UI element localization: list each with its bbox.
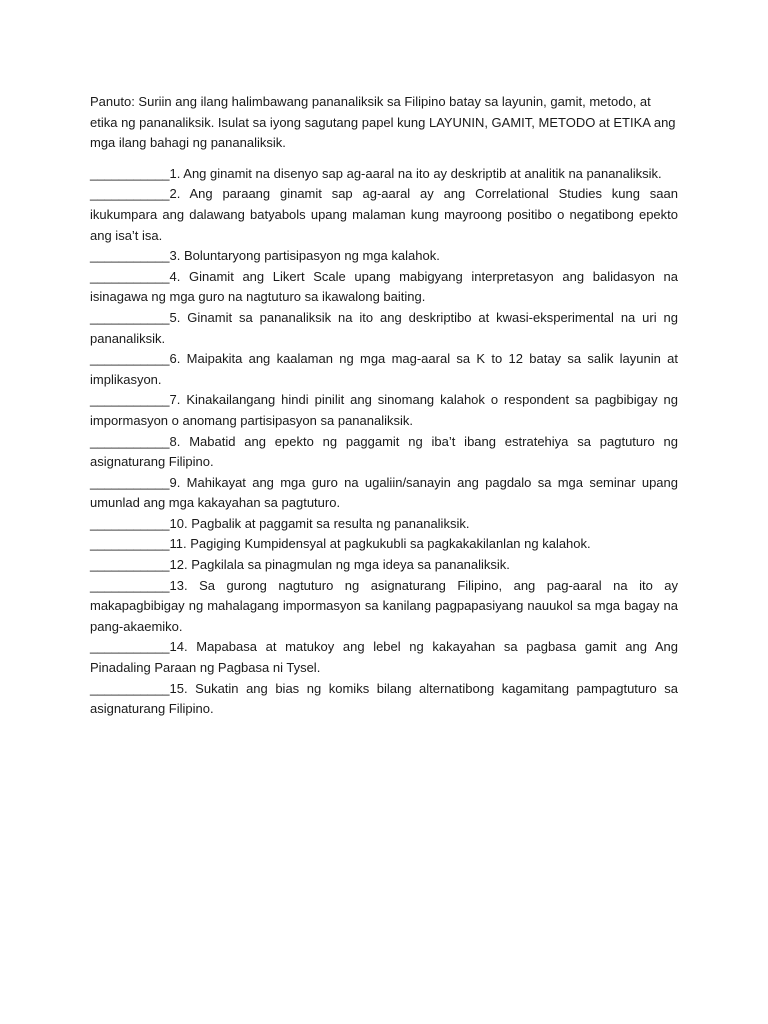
answer-blank: ___________ (90, 536, 170, 552)
question-text: Sa gurong nagtuturo ng asignaturang Filipino, ang pag-aaral na ito ay makapagbibigay ng mahalagang impormasyon sa kanilang pagpapasiyang nauukol sa mga bagay na pang-akaemiko. (90, 577, 678, 634)
answer-blank: ___________ (90, 165, 170, 181)
document-page (90, 92, 678, 720)
question-text: Pagbalik at paggamit sa resulta ng pananaliksik. (187, 515, 470, 531)
question-item (90, 679, 678, 720)
question-item (90, 514, 678, 535)
question-number: 9. (169, 474, 181, 490)
question-item (90, 184, 678, 246)
question-item (90, 246, 678, 267)
question-text: Ang paraang ginamit sap ag-aaral ay ang Correlational Studies kung saan ikukumpara ang dalawang batyabols upang malaman kung mayroong positibo o negatibong epekto ang isa’t isa. (90, 186, 678, 243)
question-number: 3. (169, 248, 181, 264)
question-number: 12. (169, 557, 188, 573)
question-number: 2. (169, 186, 181, 202)
question-number: 6. (169, 351, 181, 367)
answer-blank: ___________ (90, 186, 170, 202)
question-text: Pagkilala sa pinagmulan ng mga ideya sa pananaliksik. (187, 557, 510, 573)
answer-blank: ___________ (90, 433, 170, 449)
question-number: 15. (169, 680, 188, 696)
question-text: Mapabasa at matukoy ang lebel ng kakayahan sa pagbasa gamit ang Ang Pinadaling Paraan ng Pagbasa ni Tysel. (90, 639, 678, 676)
question-item (90, 555, 678, 576)
question-item (90, 473, 678, 514)
question-item (90, 267, 678, 308)
question-number: 5. (169, 309, 181, 325)
question-list (90, 164, 678, 720)
question-text: Mahikayat ang mga guro na ugaliin/sanayin ang pagdalo sa mga seminar upang umunlad ang mga kakayahan sa pagtuturo. (90, 474, 678, 511)
instructions-paragraph: Panuto: Suriin ang ilang halimbawang pananaliksik sa Filipino batay sa layunin, gamit, metodo, at etika ng pananaliksik. Isulat sa iyong sagutang papel kung LAYUNIN, GAMIT, METODO at ETIKA ang mga ilang bahagi ng pananaliksik. (90, 94, 676, 151)
answer-blank: ___________ (90, 248, 170, 264)
question-number: 10. (169, 515, 188, 531)
answer-blank: ___________ (90, 680, 170, 696)
question-item (90, 576, 678, 638)
question-item (90, 637, 678, 678)
question-text: Maipakita ang kaalaman ng mga mag-aaral sa K to 12 batay sa salik layunin at implikasyon. (90, 351, 678, 387)
answer-blank: ___________ (90, 309, 170, 325)
question-number: 4. (169, 268, 181, 284)
question-item (90, 308, 678, 349)
question-text: Sukatin ang bias ng komiks bilang alternatibong kagamitang pampagtuturo sa asignaturang Filipino. (90, 680, 678, 717)
question-number: 13. (169, 577, 188, 593)
question-text: Ang ginamit na disenyo sap ag-aaral na ito ay deskriptib at analitik na pananaliksik. (180, 165, 662, 181)
question-number: 8. (169, 433, 181, 449)
question-item (90, 349, 678, 390)
answer-blank: ___________ (90, 392, 170, 408)
answer-blank: ___________ (90, 268, 170, 284)
question-item (90, 432, 678, 473)
question-item (90, 390, 678, 431)
question-text: Kinakailangang hindi pinilit ang sinomang kalahok o respondent sa pagbibigay ng impormasyon o anomang partisipasyon sa pananaliksik. (90, 392, 678, 428)
question-text: Boluntaryong partisipasyon ng mga kalahok. (180, 248, 440, 264)
question-text: Ginamit sa pananaliksik na ito ang deskriptibo at kwasi-eksperimental na uri ng pananaliksik. (90, 309, 678, 346)
question-number: 14. (169, 639, 188, 655)
question-number: 7. (169, 392, 181, 408)
answer-blank: ___________ (90, 351, 170, 367)
answer-blank: ___________ (90, 577, 170, 593)
question-text: Mabatid ang epekto ng paggamit ng iba’t ibang estratehiya sa pagtuturo ng asignaturang Filipino. (90, 433, 678, 470)
question-item (90, 534, 678, 555)
question-text: Ginamit ang Likert Scale upang mabigyang interpretasyon ang balidasyon na isinagawa ng mga guro na nagtuturo sa ikawalong baiting. (90, 268, 678, 305)
question-number: 1. (169, 165, 181, 181)
question-number: 11. (169, 536, 187, 552)
answer-blank: ___________ (90, 515, 170, 531)
question-text: Pagiging Kumpidensyal at pagkukubli sa pagkakakilanlan ng kalahok. (186, 536, 591, 552)
question-item (90, 164, 678, 185)
answer-blank: ___________ (90, 557, 170, 573)
answer-blank: ___________ (90, 639, 170, 655)
answer-blank: ___________ (90, 474, 170, 490)
